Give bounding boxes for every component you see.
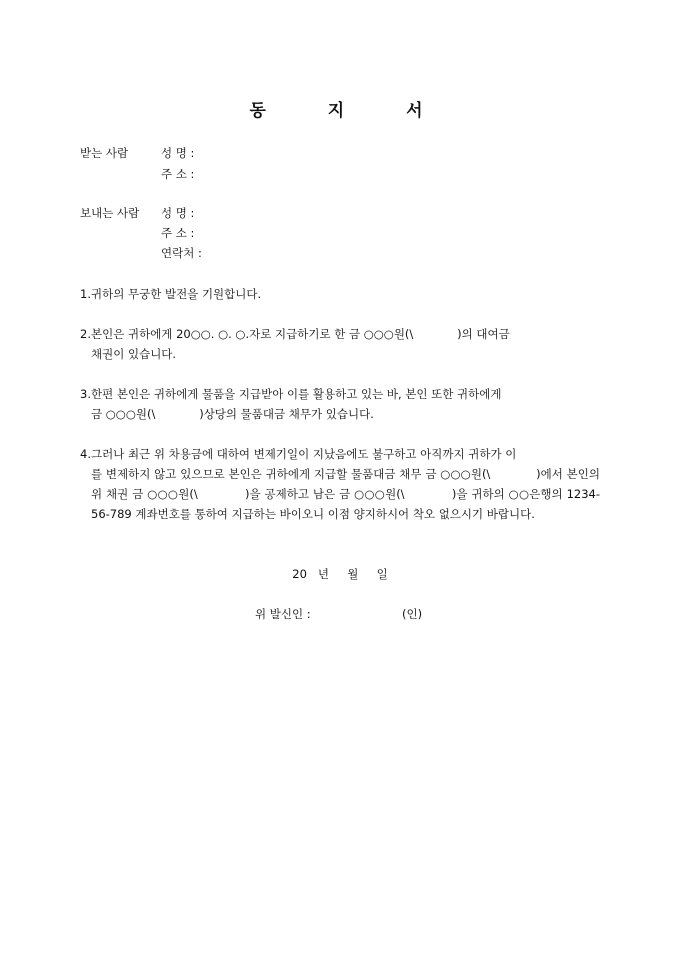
paragraph-text-continued: 금 ○○○원(\ )상당의 물품대금 채무가 있습니다. <box>91 407 374 421</box>
paragraph-text: 한편 본인은 귀하에게 물품을 지급받아 이를 활용하고 있는 바, 본인 또한 귀하에게 <box>91 387 502 401</box>
paragraph-number: 1. <box>80 287 91 301</box>
paragraph-2 <box>80 324 600 364</box>
recipient-label: 받는 사람 <box>80 146 129 160</box>
sender-contact-label: 연락처 : <box>161 246 202 260</box>
paragraph-number: 4. <box>80 447 91 461</box>
recipient-address-label: 주 소 : <box>161 167 195 181</box>
paragraph-number: 3. <box>80 387 91 401</box>
sender-signature-label: 위 발신인 : <box>255 607 311 621</box>
paragraph-text: 본인은 귀하에게 20○○. ○. ○.자로 지급하기로 한 금 ○○○원(\ )의 대여금 <box>91 327 510 341</box>
paragraph-text-continued: 채권이 있습니다. <box>91 347 177 361</box>
paragraph-text-continued: 를 변제하지 않고 있으므로 본인은 귀하에게 지급할 물품대금 채무 금 ○○○원(\ )에서 본인의 위 채권 금 ○○○원(\ )을 공제하고 남은 금 ○○○원(\ )을 귀하의 ○○은행의 1234-56-789 계좌번호를 통하여 지급하는 바이오니 이점 양지하시어 착오 없으시기 바랍니다. <box>91 467 604 521</box>
sender-label: 보내는 사람 <box>80 206 140 220</box>
paragraph-1 <box>80 284 600 304</box>
paragraph-3 <box>80 384 600 424</box>
paragraph-number: 2. <box>80 327 91 341</box>
paragraph-4 <box>80 444 604 524</box>
sender-address-label: 주 소 : <box>161 226 195 240</box>
paragraph-text: 그러나 최근 위 차용금에 대하여 변제기일이 지났음에도 불구하고 아직까지 귀하가 이 <box>91 447 517 461</box>
recipient-name-label: 성 명 : <box>161 146 195 160</box>
document-title: 동 지 서 <box>249 101 451 121</box>
seal-mark: (인) <box>402 607 423 621</box>
paragraph-text: 귀하의 무궁한 발전을 기원합니다. <box>91 287 262 301</box>
document-date: 20 년 월 일 <box>292 567 388 581</box>
sender-name-label: 성 명 : <box>161 206 195 220</box>
